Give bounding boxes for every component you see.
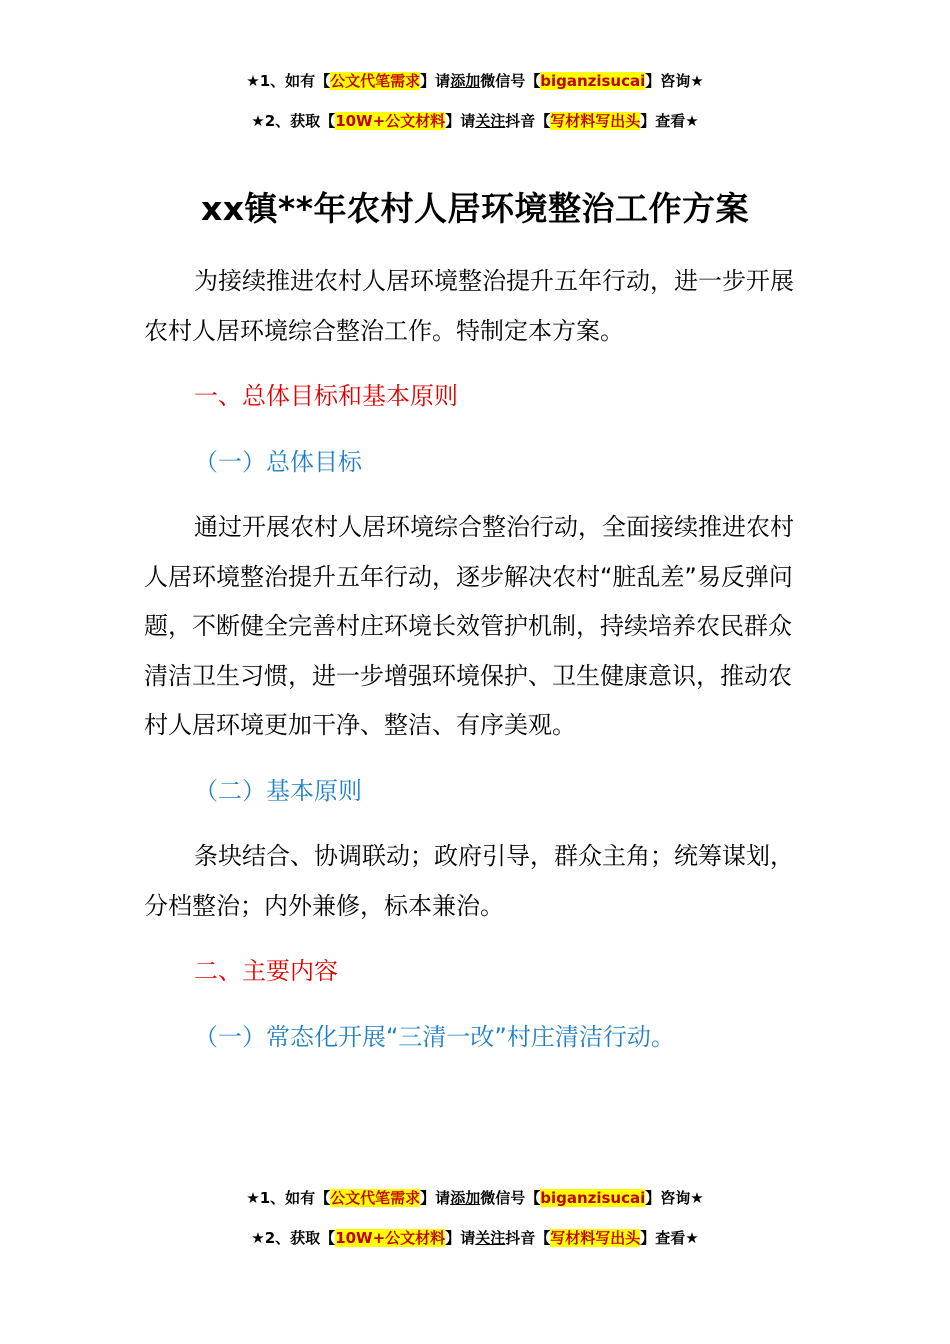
banner-text: 】查看★ (640, 1229, 699, 1247)
section-heading-1: 一、总体目标和基本原则 (194, 382, 458, 410)
banner-highlight: 写材料写出头 (550, 1229, 641, 1247)
subsection-body-1-2: 条块结合、协调联动；政府引导，群众主角；统筹谋划，分档整治；内外兼修，标本兼治。 (144, 842, 794, 920)
banner-text: 微信号【 (480, 1189, 541, 1207)
banner-text: ★2、获取【 (251, 1229, 336, 1247)
banner-highlight: 10W+公文材料 (335, 112, 446, 130)
banner-text: ★1、如有【 (246, 72, 331, 90)
banner-highlight: 公文代笔需求 (330, 72, 421, 90)
document-body (144, 257, 806, 1062)
subsection-body-1-1: 通过开展农村人居环境综合整治行动，全面接续推进农村人居环境整治提升五年行动，逐步解决农村“脏乱差”易反弹问题，不断健全完善村庄环境长效管护机制，持续培养农民群众清洁卫生习惯，进一步增强环境保护、卫生健康意识，推动农村人居环境更加干净、整洁、有序美观。 (144, 513, 794, 739)
banner-text: 】请 (445, 112, 476, 130)
banner-text: 】请 (420, 72, 451, 90)
banner-underlined: 关注 (475, 112, 506, 130)
banner-text: 微信号【 (480, 72, 541, 90)
section-heading-2: 二、主要内容 (194, 957, 338, 985)
header-banner-line-1 (0, 69, 950, 93)
banner-highlight: biganzisucai (540, 1189, 646, 1207)
document-title: xx镇**年农村人居环境整治工作方案 (200, 189, 750, 228)
banner-text: 抖音【 (505, 112, 551, 130)
banner-text: 抖音【 (505, 1229, 551, 1247)
banner-text: 】查看★ (640, 112, 699, 130)
subsection-heading-1-1: （一）总体目标 (194, 447, 362, 476)
banner-highlight: 10W+公文材料 (335, 1229, 446, 1247)
header-banner-line-2 (0, 109, 950, 133)
intro-paragraph: 为接续推进农村人居环境整治提升五年行动，进一步开展农村人居环境综合整治工作。特制定本方案。 (144, 267, 794, 345)
subsection-heading-1-2: （二）基本原则 (194, 776, 362, 805)
banner-underlined: 添加 (450, 72, 481, 90)
banner-text: ★1、如有【 (246, 1189, 331, 1207)
footer-banner-line-1 (0, 1186, 950, 1210)
banner-text: 】咨询★ (645, 1189, 704, 1207)
banner-text: 】咨询★ (645, 72, 704, 90)
banner-text: ★2、获取【 (251, 112, 336, 130)
banner-text: 】请 (445, 1229, 476, 1247)
banner-highlight: 写材料写出头 (550, 112, 641, 130)
banner-underlined: 添加 (450, 1189, 481, 1207)
banner-underlined: 关注 (475, 1229, 506, 1247)
banner-text: 】请 (420, 1189, 451, 1207)
subsection-heading-2-1: （一）常态化开展“三清一改”村庄清洁行动。 (194, 1022, 675, 1051)
banner-highlight: biganzisucai (540, 72, 646, 90)
footer-banner-line-2 (0, 1226, 950, 1250)
banner-highlight: 公文代笔需求 (330, 1189, 421, 1207)
